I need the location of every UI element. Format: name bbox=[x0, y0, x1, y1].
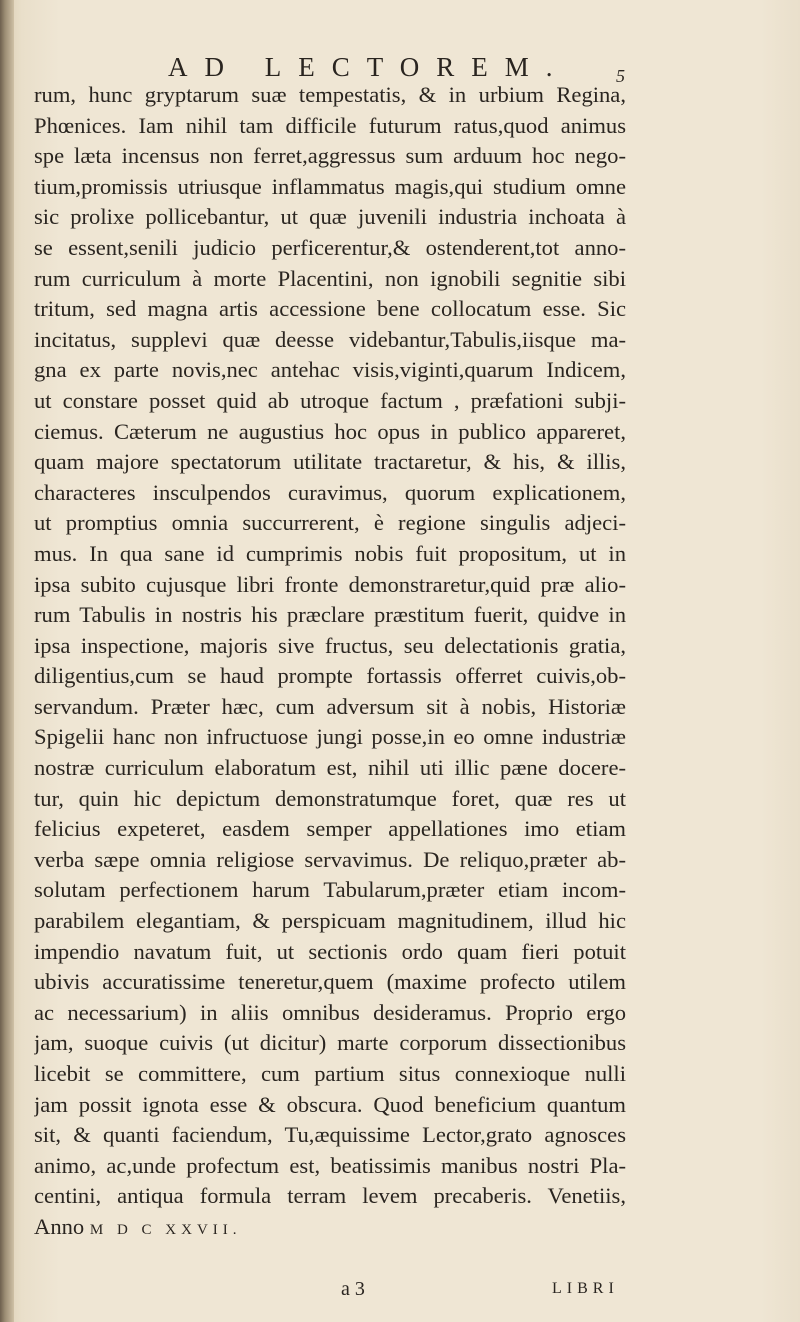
text-line: se essent,senili judicio perficerentur,& ostenderent,tot anno- bbox=[34, 234, 626, 260]
text-line: ipsa subito cujusque libri fronte demonstraretur,quid præ alio- bbox=[34, 571, 626, 597]
text-line: tium,promissis utriusque inflammatus magis,qui studium omne bbox=[34, 173, 626, 199]
text-line: parabilem elegantiam, & perspicuam magnitudinem, illud hic bbox=[34, 908, 626, 934]
text-line: rum, hunc gryptarum suæ tempestatis, & in urbium Regina, bbox=[34, 82, 626, 107]
page-number: 5 bbox=[616, 66, 625, 86]
text-line: tur, quin hic depictum demonstratumque foret, quæ res ut bbox=[34, 785, 626, 811]
text-line: verba sæpe omnia religiose servavimus. De reliquo,præter ab- bbox=[34, 846, 626, 872]
text-line: licebit se committere, cum partium situs connexioque nulli bbox=[34, 1061, 626, 1086]
text-line: diligentius,cum se haud prompte fortassis offerret cuivis,ob- bbox=[34, 663, 626, 689]
text-line: Spigelii hanc non infructuose jungi posse,in eo omne industriæ bbox=[34, 724, 626, 750]
text-line: characteres insculpendos curavimus, quorum explicationem, bbox=[34, 479, 626, 505]
text-line: sic prolixe pollicebantur, ut quæ juvenili industria inchoata à bbox=[34, 204, 626, 230]
text-line: quam majore spectatorum utilitate tractaretur, & his, & illis, bbox=[34, 449, 626, 475]
text-line: tritum, sed magna artis accessione bene collocatum esse. Sic bbox=[34, 296, 626, 322]
text-line: spe læta incensus non ferret,aggressus sum arduum hoc nego- bbox=[34, 143, 626, 169]
text-line: servandum. Præter hæc, cum adversum sit à nobis, Historiæ bbox=[34, 693, 626, 719]
date-year: M D C XXVII. bbox=[89, 1221, 242, 1238]
body-text bbox=[34, 80, 626, 1243]
text-line: mus. In qua sane id cumprimis nobis fuit propositum, ut in bbox=[34, 540, 626, 566]
text-line: gna ex parte novis,nec antehac visis,viginti,quarum Indicem, bbox=[34, 357, 626, 383]
text-line: solutam perfectionem harum Tabularum,præter etiam incom- bbox=[34, 877, 626, 903]
text-line: ac necessarium) in aliis omnibus desideramus. Proprio ergo bbox=[34, 999, 626, 1025]
text-line: felicius expeteret, easdem semper appellationes imo etiam bbox=[34, 816, 626, 842]
text-line: nostræ curriculum elaboratum est, nihil uti illic pæne docere- bbox=[34, 755, 626, 781]
text-line: ciemus. Cæterum ne augustius hoc opus in publico appareret, bbox=[34, 418, 626, 444]
book-spine-shadow bbox=[0, 0, 14, 1322]
catchword: LIBRI bbox=[552, 1280, 619, 1297]
text-line: animo, ac,unde profectum est, beatissimis manibus nostri Pla- bbox=[34, 1152, 626, 1178]
signature-mark: a 3 bbox=[341, 1278, 365, 1300]
text-line: ut constare posset quid ab utroque factum , præfationi subji- bbox=[34, 387, 626, 413]
date-word: Anno bbox=[34, 1213, 85, 1239]
text-line: ipsa inspectione, majoris sive fructus, seu delectationis gratia, bbox=[34, 632, 626, 658]
text-line: ut promptius omnia succurrerent, è regione singulis adjeci- bbox=[34, 510, 626, 536]
text-line: sit, & quanti faciendum, Tu,æquissime Lector,grato agnosces bbox=[34, 1122, 626, 1148]
date-line bbox=[34, 1212, 626, 1243]
text-line: rum Tabulis in nostris his præclare præstitum fuerit, quidve in bbox=[34, 602, 626, 628]
text-line: rum curriculum à morte Placentini, non ignobili segnitie sibi bbox=[34, 265, 626, 291]
text-line: impendio navatum fuit, ut sectionis ordo quam fieri potuit bbox=[34, 938, 626, 964]
text-line: centini, antiqua formula terram levem precaberis. Venetiis, bbox=[34, 1183, 626, 1209]
text-line: ubivis accuratissime teneretur,quem (maxime profecto utilem bbox=[34, 969, 626, 995]
text-line: Phœnices. Iam nihil tam difficile futurum ratus,quod animus bbox=[34, 112, 626, 138]
text-line: jam, suoque cuivis (ut dicitur) marte corporum dissectionibus bbox=[34, 1030, 626, 1056]
running-title: AD LECTOREM. bbox=[168, 52, 570, 82]
text-line: incitatus, supplevi quæ deesse videbantur,Tabulis,iisque ma- bbox=[34, 326, 626, 352]
text-line: jam possit ignota esse & obscura. Quod beneficium quantum bbox=[34, 1091, 626, 1117]
